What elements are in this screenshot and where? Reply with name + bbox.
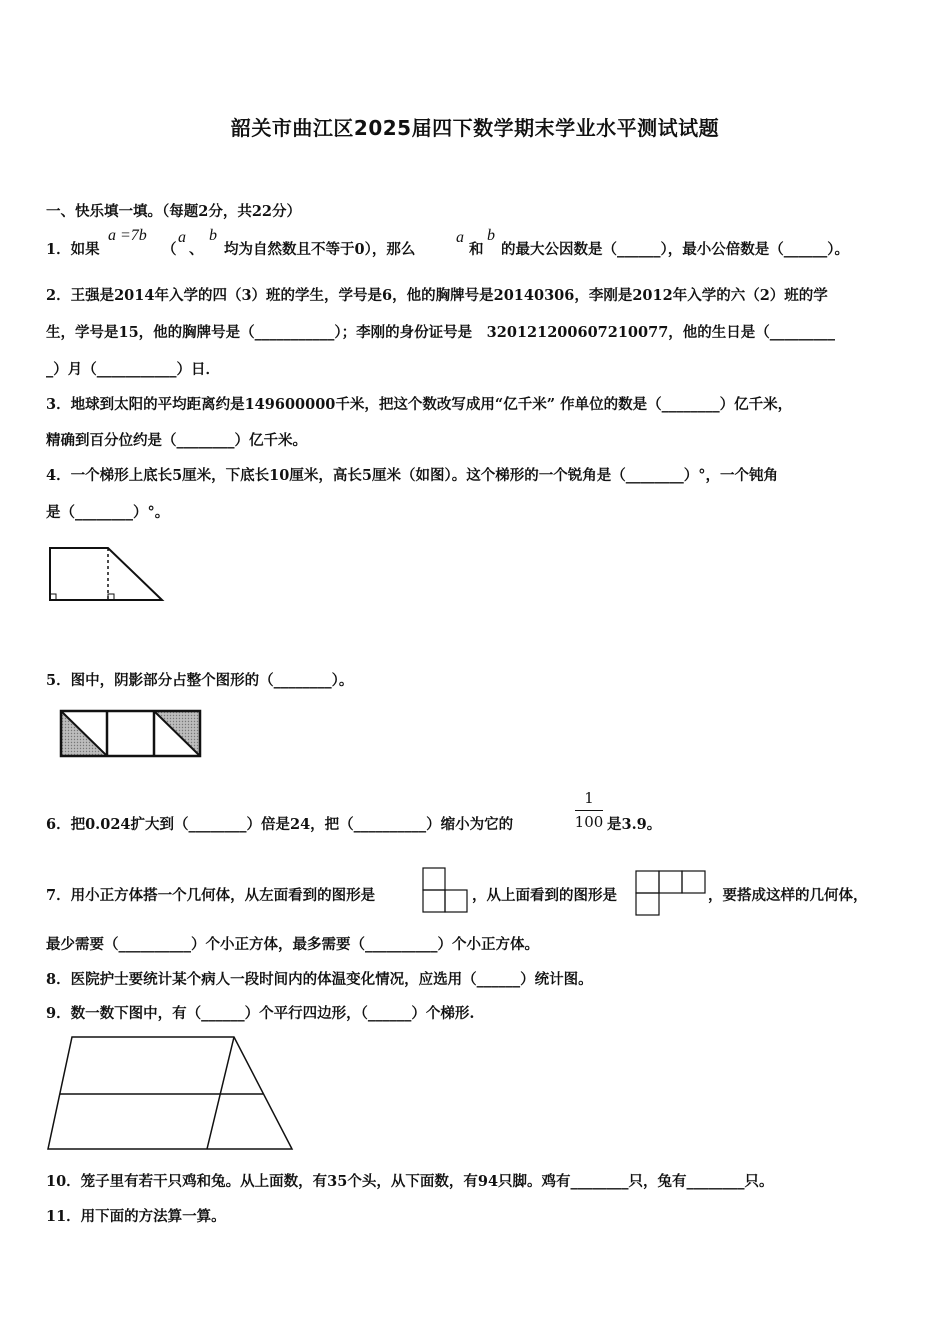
page-title: 韶关市曲江区2025届四下数学期末学业水平测试试题 [230,116,720,140]
top-view-cell-3 [682,871,705,893]
top-view-cell-1 [636,871,659,893]
q1-var-b: b [209,227,217,244]
question-10: 10．笼子里有若干只鸡和兔。从上面数，有35个头，从下面数，有94只脚。鸡有________只，兔有________只。 [46,1173,774,1190]
question-7-part-2: ，从上面看到的图形是 [472,887,617,904]
q1-paren-open: （ [162,241,177,258]
question-1 [46,240,100,260]
outer-trapezoid [48,1037,292,1149]
top-view-cell-2 [659,871,682,893]
question-7-line-2: 最少需要（__________）个小正方体，最多需要（__________）个小正方体。 [46,936,539,953]
question-7-part-1: 7．用小正方体搭一个几何体，从左面看到的图形是 [46,887,376,904]
top-view-cell-4 [636,893,659,915]
trapezoid-outline [50,548,162,600]
question-2-line-3: _）月（___________）日． [46,361,220,378]
q1-separator: 、 [189,241,204,258]
trapezoid-figure [44,540,174,630]
left-view-figure [422,867,470,915]
question-8: 8．医院护士要统计某个病人一段时间内的体温变化情况，应选用（______）统计图。 [46,971,593,988]
q1-text-middle: 均为自然数且不等于0），那么 [224,241,416,258]
inner-slanted-line [207,1037,234,1149]
fraction-denominator: 100 [574,813,604,831]
question-7-part-3: ，要搭成这样的几何体， [708,887,868,904]
q1-and: 和 [469,241,484,258]
fraction-bar [575,810,603,811]
parallelogram-trapezoid-figure [44,1034,298,1154]
q1-var-a: a [178,229,186,246]
question-6-text: 6．把0.024扩大到（________）倍是24，把（__________）缩小为它的 [46,816,514,833]
question-3-line-2: 精确到百分位约是（________）亿千米。 [46,432,307,449]
left-view-cell-top [423,868,445,890]
left-view-cell-bottom-right [445,890,467,912]
question-3-line-1: 3．地球到太阳的平均距离约是149600000千米，把这个数改写成用“亿千米” 作单位的数是（________）亿千米， [46,396,793,413]
question-5: 5．图中，阴影部分占整个图形的（________）。 [46,672,354,689]
fraction-numerator: 1 [584,789,594,807]
question-9: 9．数一数下图中，有（______）个平行四边形，（______）个梯形. [46,1005,475,1022]
question-4-line-1: 4．一个梯形上底长5厘米，下底长10厘米，高长5厘米（如图）。这个梯形的一个锐角是（________）°，一个钝角 [46,467,778,484]
q1-text-end: 的最大公因数是（______），最小公倍数是（______）。 [501,241,849,258]
q1-var-a2: a [456,229,464,246]
question-4-line-2: 是（________）°。 [46,504,170,521]
question-6-end: 是3.9。 [607,816,662,833]
top-view-figure [635,870,707,916]
left-view-cell-bottom-left [423,890,445,912]
question-2-line-2: 生，学号是15，他的胸牌号是（___________）；李刚的身份证号是 320121200607210077，他的生日是（_________ [46,324,836,341]
q1-var-b2: b [487,227,495,244]
q1-prefix: 1．如果 [46,241,100,258]
shaded-squares-figure [58,708,204,760]
question-11: 11．用下面的方法算一算。 [46,1208,226,1225]
section-1-heading: 一、快乐填一填。（每题2分，共22分） [46,203,302,220]
question-2-line-1: 2．王强是2014年入学的四（3）班的学生，学号是6，他的胸牌号是20140306，李刚是2012年入学的六（2）班的学 [46,287,828,304]
q1-equation: a =7b [108,227,147,244]
